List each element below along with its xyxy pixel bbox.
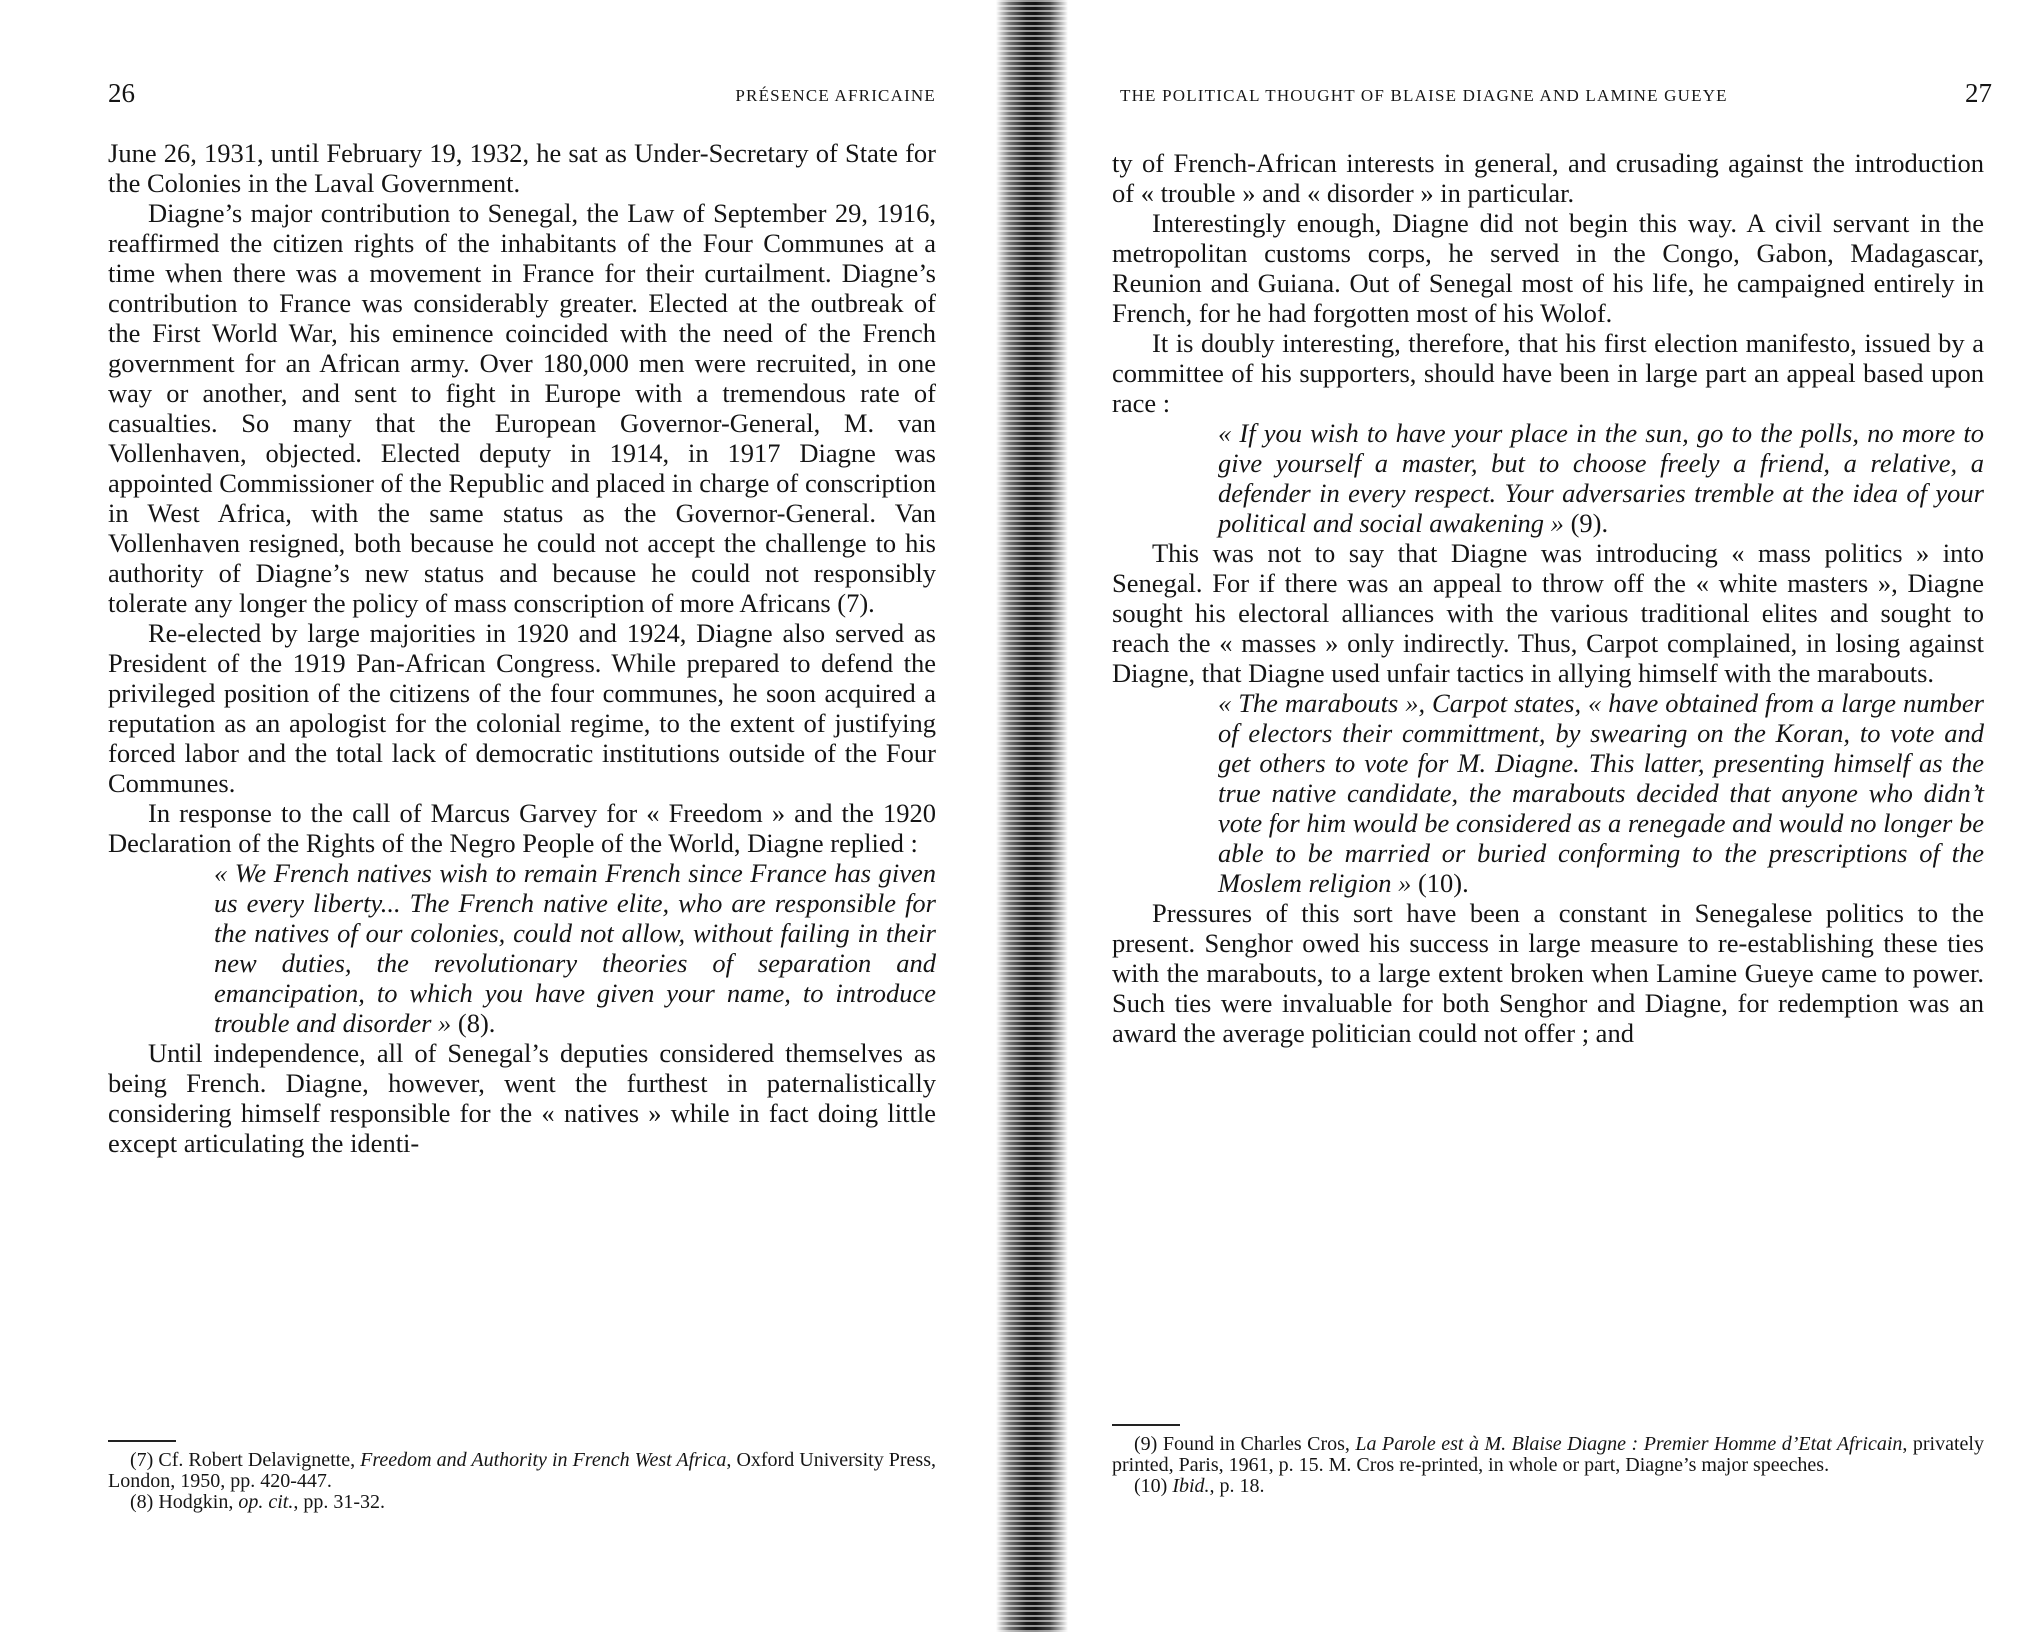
block-quote-ref: (8). xyxy=(451,1008,496,1038)
block-quote-text: « If you wish to have your place in the sun, go to the polls, no more to give yourself a master, but to choose freely a friend, a relative, a defender in every respect. Your adversaries tremble at the idea of your political and social awakening » xyxy=(1218,418,1984,538)
paragraph: This was not to say that Diagne was introducing « mass politics » into Senegal. For if there was an appeal to throw off the « white masters », Diagne sought his electoral alliances with the various traditional elites and sought to reach the « masses » only indirectly. Thus, Carpot complained, in losing against Diagne, that Diagne used unfair tactics in allying himself with the marabouts. xyxy=(1112,538,1984,688)
footnote-7: (7) Cf. Robert Delavignette, Freedom and Authority in French West Africa, Oxford University Press, London, 1950, pp. 420-447. xyxy=(108,1449,936,1492)
paragraph: Interestingly enough, Diagne did not begin this way. A civil servant in the metropolitan customs corps, he served in the Congo, Gabon, Madagascar, Reunion and Guiana. Out of Senegal most of his life, he campaigned entirely in French, for he had forgotten most of his Wolof. xyxy=(1112,208,1984,328)
left-running-head xyxy=(108,78,936,108)
right-page xyxy=(1040,0,2032,1632)
paragraph: It is doubly interesting, therefore, that his first election manifesto, issued by a committee of his supporters, should have been in large part an appeal based upon race : xyxy=(1112,328,1984,418)
left-running-title: PRÉSENCE AFRICAINE xyxy=(735,86,936,105)
footnote-rule xyxy=(108,1440,176,1442)
block-quote xyxy=(108,858,936,1038)
footnote-10: (10) Ibid., p. 18. xyxy=(1134,1475,1265,1497)
block-quote-ref: (9). xyxy=(1563,508,1609,538)
block-quote-text: « We French natives wish to remain French since France has given us every liberty... The French native elite, who are responsible for the natives of our colonies, could not allow, without failing in their new duties, the revolutionary theories of separation and emancipation, to which you have given your name, to introduce trouble and disorder » xyxy=(214,858,936,1038)
left-page xyxy=(0,0,1000,1632)
paragraph: June 26, 1931, until February 19, 1932, he sat as Under-Secretary of State for the Colonies in the Laval Government. xyxy=(108,138,936,198)
left-footnotes xyxy=(108,1450,936,1513)
block-quote-ref: (10). xyxy=(1411,868,1469,898)
paragraph: Pressures of this sort have been a constant in Senegalese politics to the present. Senghor owed his success in large measure to re-establishing these ties with the marabouts, to a large extent broken when Lamine Gueye came to power. Such ties were invaluable for both Senghor and Diagne, for redemption was an award the average politician could not offer ; and xyxy=(1112,898,1984,1048)
paragraph: Re-elected by large majorities in 1920 and 1924, Diagne also served as President of the 1919 Pan-African Congress. While prepared to defend the privileged position of the citizens of the four communes, he soon acquired a reputation as an apologist for the colonial regime, to the extent of justifying forced labor and the total lack of democratic institutions outside of the Four Communes. xyxy=(108,618,936,798)
left-body-text xyxy=(108,138,936,1158)
block-quote xyxy=(1112,418,1984,538)
block-quote xyxy=(1112,688,1984,898)
paragraph: Diagne’s major contribution to Senegal, the Law of September 29, 1916, reaffirmed the citizen rights of the inhabitants of the Four Communes at a time when there was a movement in France for their curtailment. Diagne’s contribution to France was considerably greater. Elected at the outbreak of the First World War, his eminence coincided with the need of the French government for an African army. Over 180,000 men were recruited, in one way or another, and sent to fight in Europe with a tremendous rate of casualties. So many that the European Governor-General, M. van Vollenhaven, objected. Elected deputy in 1914, in 1917 Diagne was appointed Commissioner of the Republic and placed in charge of conscription in West Africa, with the same status as the Governor-General. Van Vollenhaven resigned, both because he could not accept the challenge to his authority of Diagne’s new status and because he could not responsibly tolerate any longer the policy of mass conscription of more Africans (7). xyxy=(108,198,936,618)
block-quote-text: « The marabouts », Carpot states, « have obtained from a large number of electors their committment, by swearing on the Koran, to vote and get others to vote for M. Diagne. This latter, presenting himself as the true native candidate, the marabouts decided that anyone who didn’t vote for him would be considered as a renegade and would no longer be able to be married or buried conforming to the prescriptions of the Moslem religion » xyxy=(1218,688,1984,898)
right-footnotes xyxy=(1112,1434,1984,1497)
right-running-title: THE POLITICAL THOUGHT OF BLAISE DIAGNE AND LAMINE GUEYE xyxy=(1120,86,1728,105)
left-page-number: 26 xyxy=(108,78,135,108)
right-body-text xyxy=(1112,148,1984,1048)
right-running-head xyxy=(1120,78,1992,108)
paragraph: Until independence, all of Senegal’s deputies considered themselves as being French. Diagne, however, went the furthest in paternalistically considering himself responsible for the « natives » while in fact doing little except articulating the identi- xyxy=(108,1038,936,1158)
footnote-8: (8) Hodgkin, op. cit., pp. 31-32. xyxy=(130,1491,385,1513)
paragraph: ty of French-African interests in general, and crusading against the introduction of « trouble » and « disorder » in particular. xyxy=(1112,148,1984,208)
footnote-rule xyxy=(1112,1424,1180,1426)
paragraph: In response to the call of Marcus Garvey for « Freedom » and the 1920 Declaration of the Rights of the Negro People of the World, Diagne replied : xyxy=(108,798,936,858)
footnote-9: (9) Found in Charles Cros, La Parole est à M. Blaise Diagne : Premier Homme d’Etat Africain, privately printed, Paris, 1961, p. 15. M. Cros re-printed, in whole or part, Diagne’s major speeches. xyxy=(1112,1433,1984,1476)
right-page-number: 27 xyxy=(1965,78,1992,108)
